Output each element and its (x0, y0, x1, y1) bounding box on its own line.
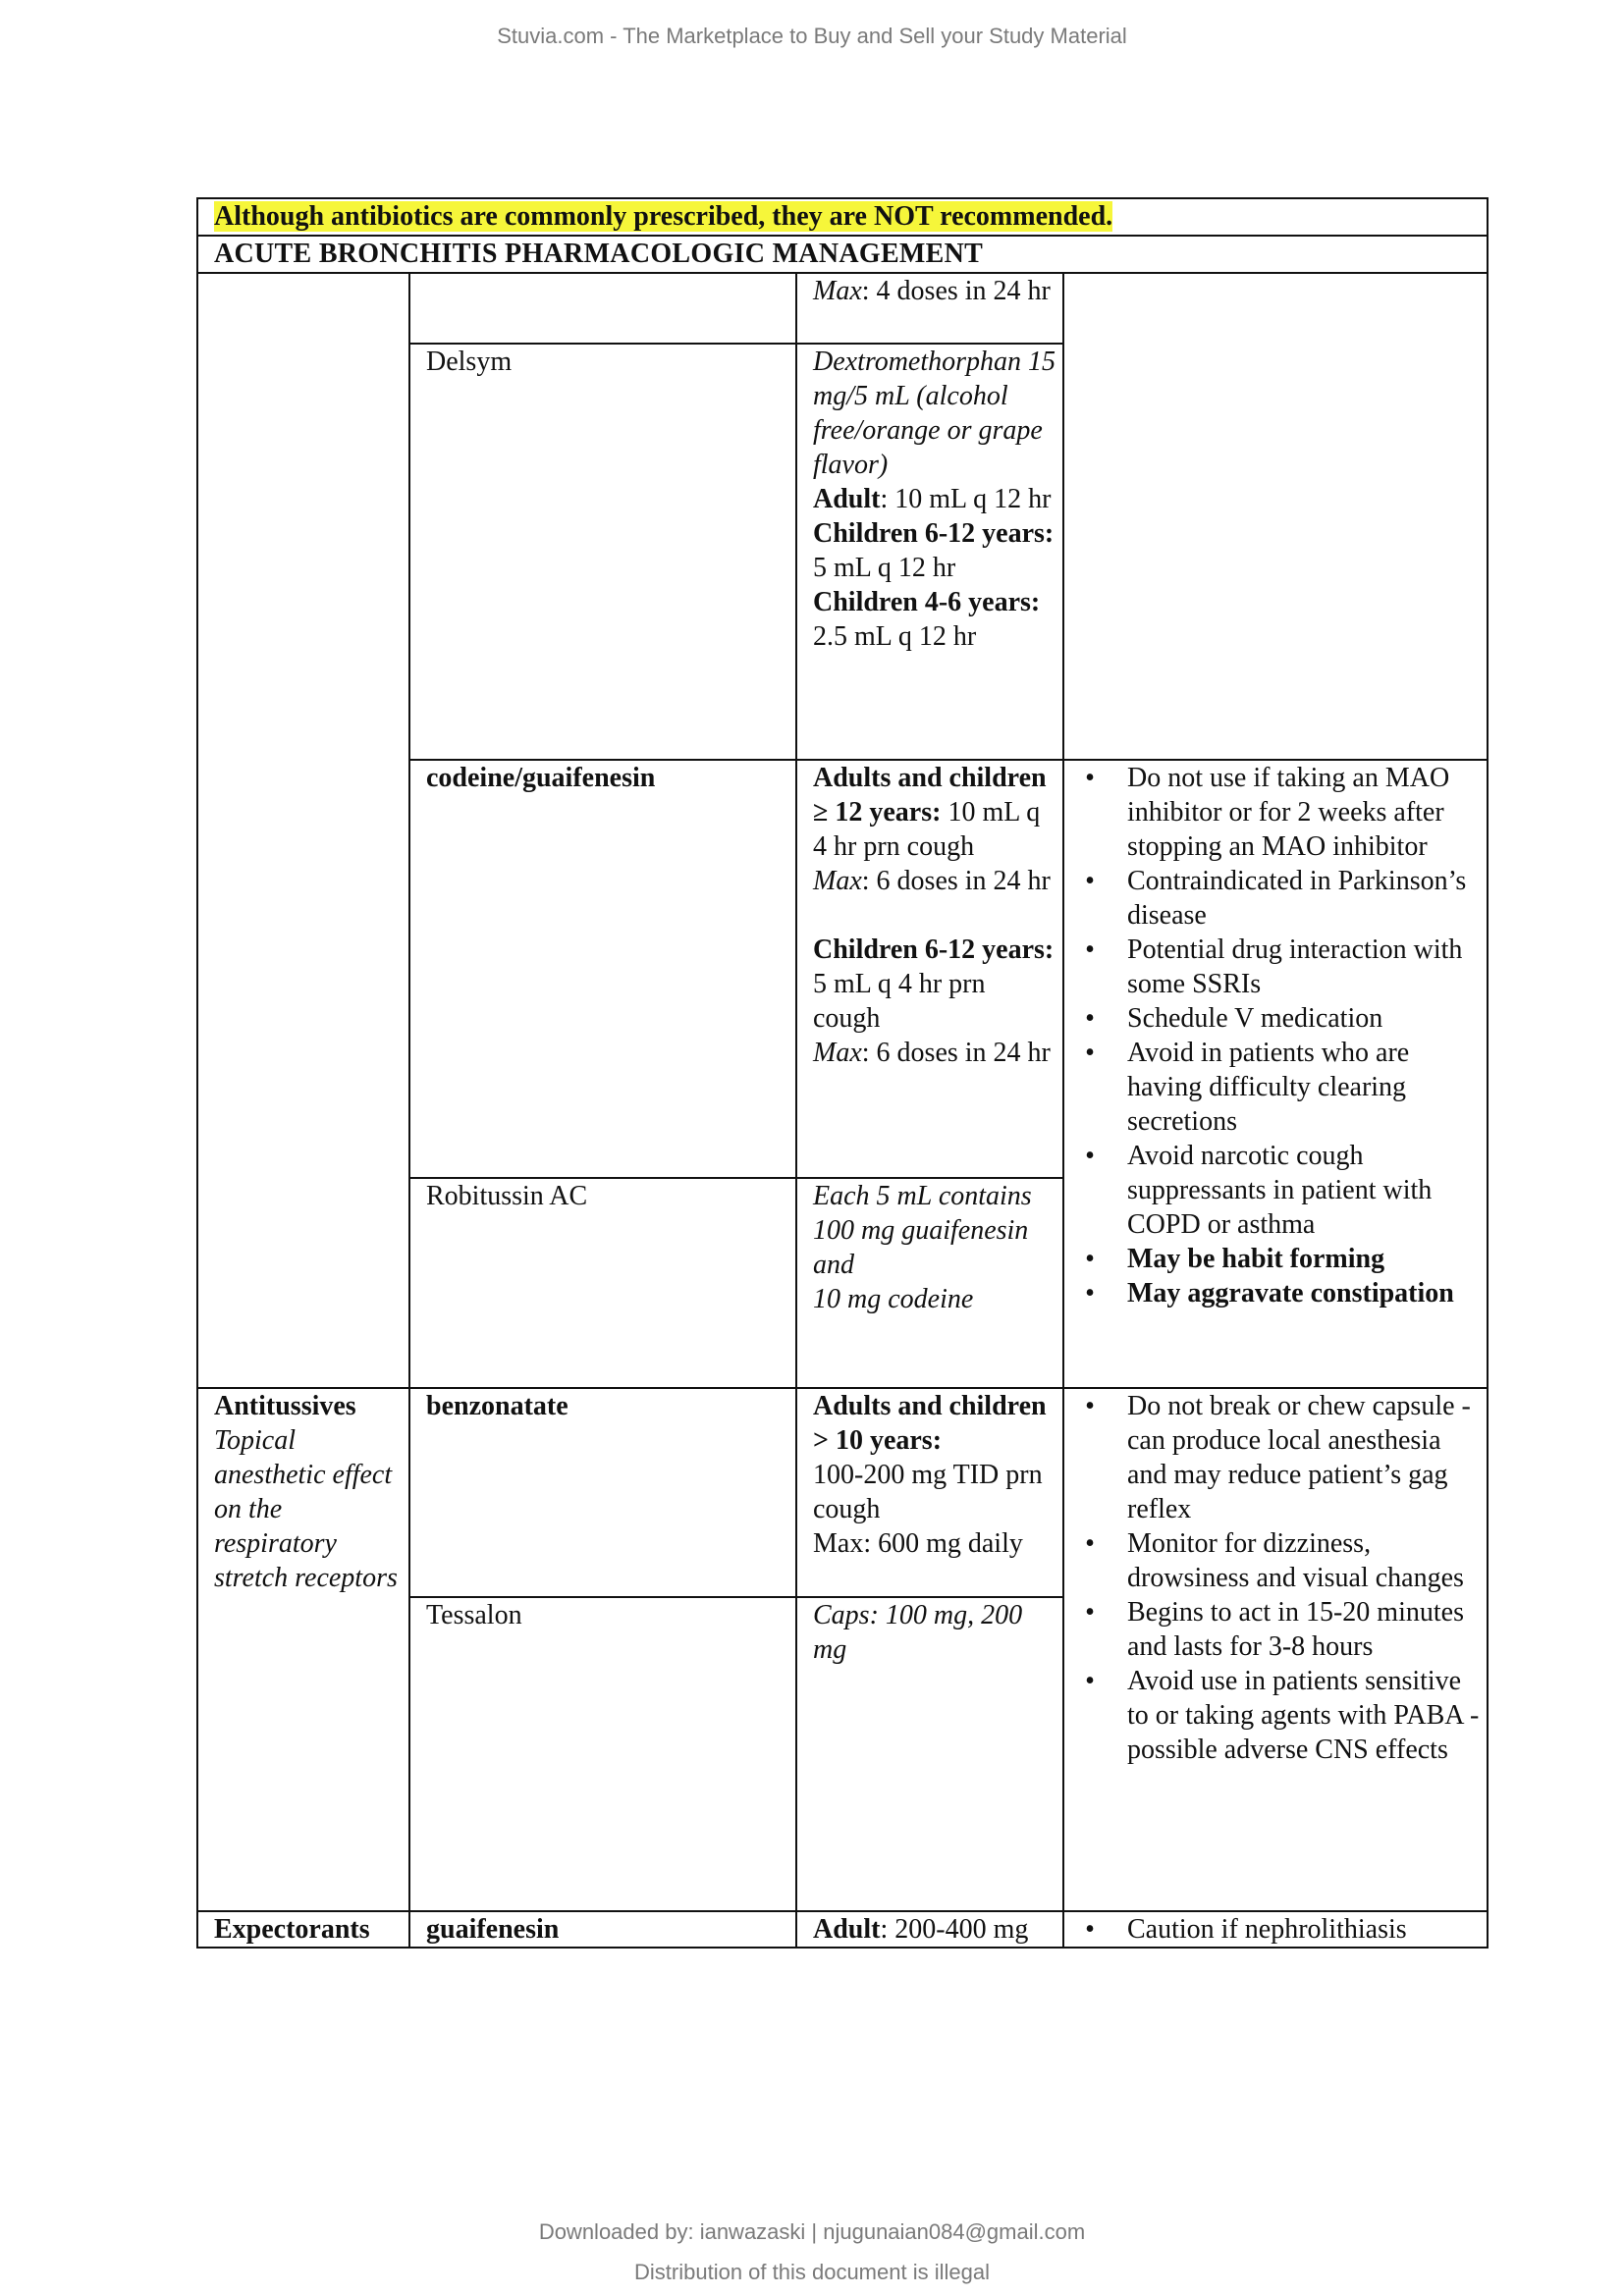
child-dose (813, 933, 1056, 1036)
dosage-cell (796, 344, 1063, 760)
dose-text: : 10 mL q 12 hr (880, 484, 1052, 514)
class-cell (197, 1911, 409, 1948)
child-dose (813, 516, 1056, 585)
drug-cell (409, 1388, 796, 1597)
formulation-line: 100 mg guaifenesin and (813, 1215, 1029, 1280)
formulation-text: Caps: 100 mg, 200 mg (813, 1600, 1023, 1665)
footer-distribution: Distribution of this document is illegal (634, 2260, 990, 2284)
list-item: • Avoid use in patients sensitive to or taking agents with PABA - possible adverse CNS effects (1127, 1664, 1481, 1767)
adult-dose (813, 761, 1056, 864)
bronchitis-table (196, 197, 1489, 1949)
dosage-cell (796, 1597, 1063, 1911)
dose-label: Children 6-12 years: (813, 934, 1055, 965)
notes-cell-empty (1063, 273, 1488, 760)
drug-name: guaifenesin (426, 1914, 560, 1945)
title-row (197, 236, 1488, 273)
table-row (197, 1911, 1488, 1948)
notes-cell (1063, 1911, 1488, 1948)
dosage-cell (796, 273, 1063, 344)
title-cell (197, 236, 1488, 273)
table-row (197, 273, 1488, 344)
list-item: • Schedule V medication (1127, 1001, 1481, 1036)
page-header: Stuvia.com - The Marketplace to Buy and Sell your Study Material (497, 24, 1127, 48)
dose-label: Adults and children ≥ 12 years: (813, 763, 1047, 828)
drug-name: Robitussin AC (426, 1181, 588, 1211)
dose-text: 5 mL q 4 hr prn cough (813, 969, 986, 1034)
dose-text: 2.5 mL q 12 hr (813, 621, 977, 652)
drug-cell (409, 1597, 796, 1911)
list-item: • Potential drug interaction with some SSRIs (1127, 933, 1481, 1001)
drug-name: benzonatate (426, 1391, 568, 1421)
list-item: • Begins to act in 15-20 minutes and lasts for 3-8 hours (1127, 1595, 1481, 1664)
dose-text: 5 mL q 12 hr (813, 553, 956, 583)
class-description: Topical anesthetic effect on the respiratory stretch receptors (214, 1425, 398, 1593)
list-item: • May aggravate constipation (1127, 1276, 1481, 1310)
max-label: Max (813, 276, 862, 306)
max-label: Max (813, 866, 862, 896)
list-item: • Avoid in patients who are having difficulty clearing secretions (1127, 1036, 1481, 1139)
notes-list (1080, 1912, 1481, 1947)
dosage-cell (796, 1388, 1063, 1597)
drug-name: codeine/guaifenesin (426, 763, 656, 793)
list-item: • Caution if nephrolithiasis (1127, 1912, 1481, 1947)
notes-cell (1063, 760, 1488, 1388)
notes-cell (1063, 1388, 1488, 1911)
max-dose (813, 1036, 1056, 1070)
dose-text: 10 mL q 4 hr prn cough (813, 797, 1041, 862)
note-cell (197, 198, 1488, 236)
list-item: • Do not break or chew capsule - can produce local anesthesia and may reduce patient’s gag reflex (1127, 1389, 1481, 1526)
drug-cell-empty (409, 273, 796, 344)
drug-cell (409, 344, 796, 760)
drug-name: Delsym (426, 347, 513, 377)
dose-text: : 200-400 mg (880, 1914, 1029, 1945)
dose-label: Children 6-12 years: (813, 518, 1055, 549)
max-dose (813, 864, 1056, 898)
notes-list (1080, 1389, 1481, 1767)
dosage-cell (796, 760, 1063, 1178)
class-cell (197, 1388, 409, 1911)
max-text: : 6 doses in 24 hr (861, 866, 1051, 896)
drug-cell (409, 760, 796, 1178)
list-item: • Avoid narcotic cough suppressants in patient with COPD or asthma (1127, 1139, 1481, 1242)
drug-cell (409, 1911, 796, 1948)
dose-text: 100-200 mg TID prn cough (813, 1460, 1043, 1524)
antibiotics-note: Although antibiotics are commonly prescribed, they are NOT recommended. (214, 201, 1113, 232)
dosage-cell (796, 1911, 1063, 1948)
drug-cell (409, 1178, 796, 1388)
child-dose (813, 585, 1056, 654)
max-label: Max (813, 1038, 862, 1068)
table-row (197, 1388, 1488, 1597)
footer-downloaded: Downloaded by: ianwazaski | njugunaian084@gmail.com (538, 2219, 1086, 2244)
max-text: : 6 doses in 24 hr (861, 1038, 1051, 1068)
dosage-cell (796, 1178, 1063, 1388)
class-name: Antitussives (214, 1391, 356, 1421)
list-item: • Contraindicated in Parkinson’s disease (1127, 864, 1481, 933)
dose-label: Adults and children > 10 years: (813, 1391, 1047, 1456)
formulation-text: Dextromethorphan 15 mg/5 mL (alcohol free/orange or grape flavor) (813, 347, 1056, 480)
drug-name: Tessalon (426, 1600, 522, 1630)
max-text: : 4 doses in 24 hr (861, 276, 1051, 306)
formulation-line: Each 5 mL contains (813, 1181, 1032, 1211)
class-cell-empty (197, 273, 409, 1388)
table-title: ACUTE BRONCHITIS PHARMACOLOGIC MANAGEMENT (214, 239, 984, 269)
list-item: • Do not use if taking an MAO inhibitor or for 2 weeks after stopping an MAO inhibitor (1127, 761, 1481, 864)
notes-list (1080, 761, 1481, 1310)
class-name: Expectorants (214, 1914, 370, 1945)
list-item: • May be habit forming (1127, 1242, 1481, 1276)
dose-label: Adult (813, 484, 881, 514)
list-item: • Monitor for dizziness, drowsiness and visual changes (1127, 1526, 1481, 1595)
formulation-line: 10 mg codeine (813, 1284, 974, 1314)
note-row (197, 198, 1488, 236)
dose-label: Adult (813, 1914, 881, 1945)
adult-dose (813, 482, 1056, 516)
dose-label: Children 4-6 years: (813, 587, 1041, 617)
max-dose: Max: 600 mg daily (813, 1528, 1023, 1559)
